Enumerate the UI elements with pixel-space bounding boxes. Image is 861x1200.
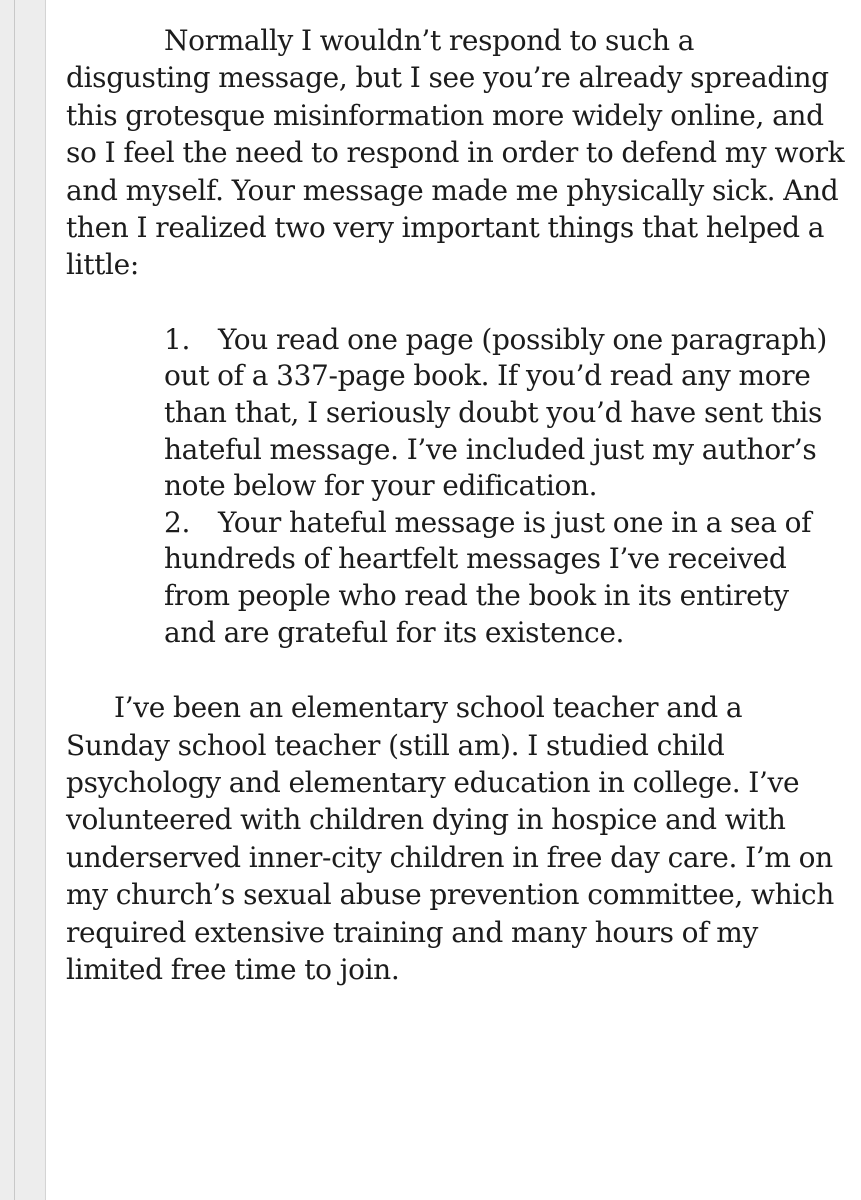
list-item-text: You read one page (possibly one paragraph) out of a 337-page book. If you’d read any more than that, I seriously doubt you’d have sent this hateful message. I’ve included just my author’s note below for your edification.	[164, 322, 827, 503]
margin-divider-line	[14, 0, 15, 1200]
list-item-number: 2.	[164, 505, 191, 539]
list-item	[164, 505, 846, 651]
document-page	[45, 0, 861, 1200]
left-margin-strip	[0, 0, 44, 1200]
list-item	[164, 322, 846, 505]
opening-paragraph: Normally I wouldn’t respond to such a disgusting message, but I see you’re already spreading this grotesque misinformation more widely online, and so I feel the need to respond in order to defend my work and myself. Your message made me physically sick. And then I realized two very important things that helped a little:	[66, 24, 845, 282]
numbered-list	[66, 322, 846, 651]
document-body	[66, 22, 846, 988]
list-item-text: Your hateful message is just one in a sea of hundreds of heartfelt messages I’ve received from people who read the book in its entirety and are grateful for its existence.	[164, 505, 812, 649]
credentials-paragraph: I’ve been an elementary school teacher and a Sunday school teacher (still am). I studied child psychology and elementary education in college. I’ve volunteered with children dying in hospice and with underserved inner-city children in free day care. I’m on my church’s sexual abuse prevention committee, which required extensive training and many hours of my limited free time to join.	[66, 691, 834, 987]
list-item-number: 1.	[164, 322, 191, 356]
